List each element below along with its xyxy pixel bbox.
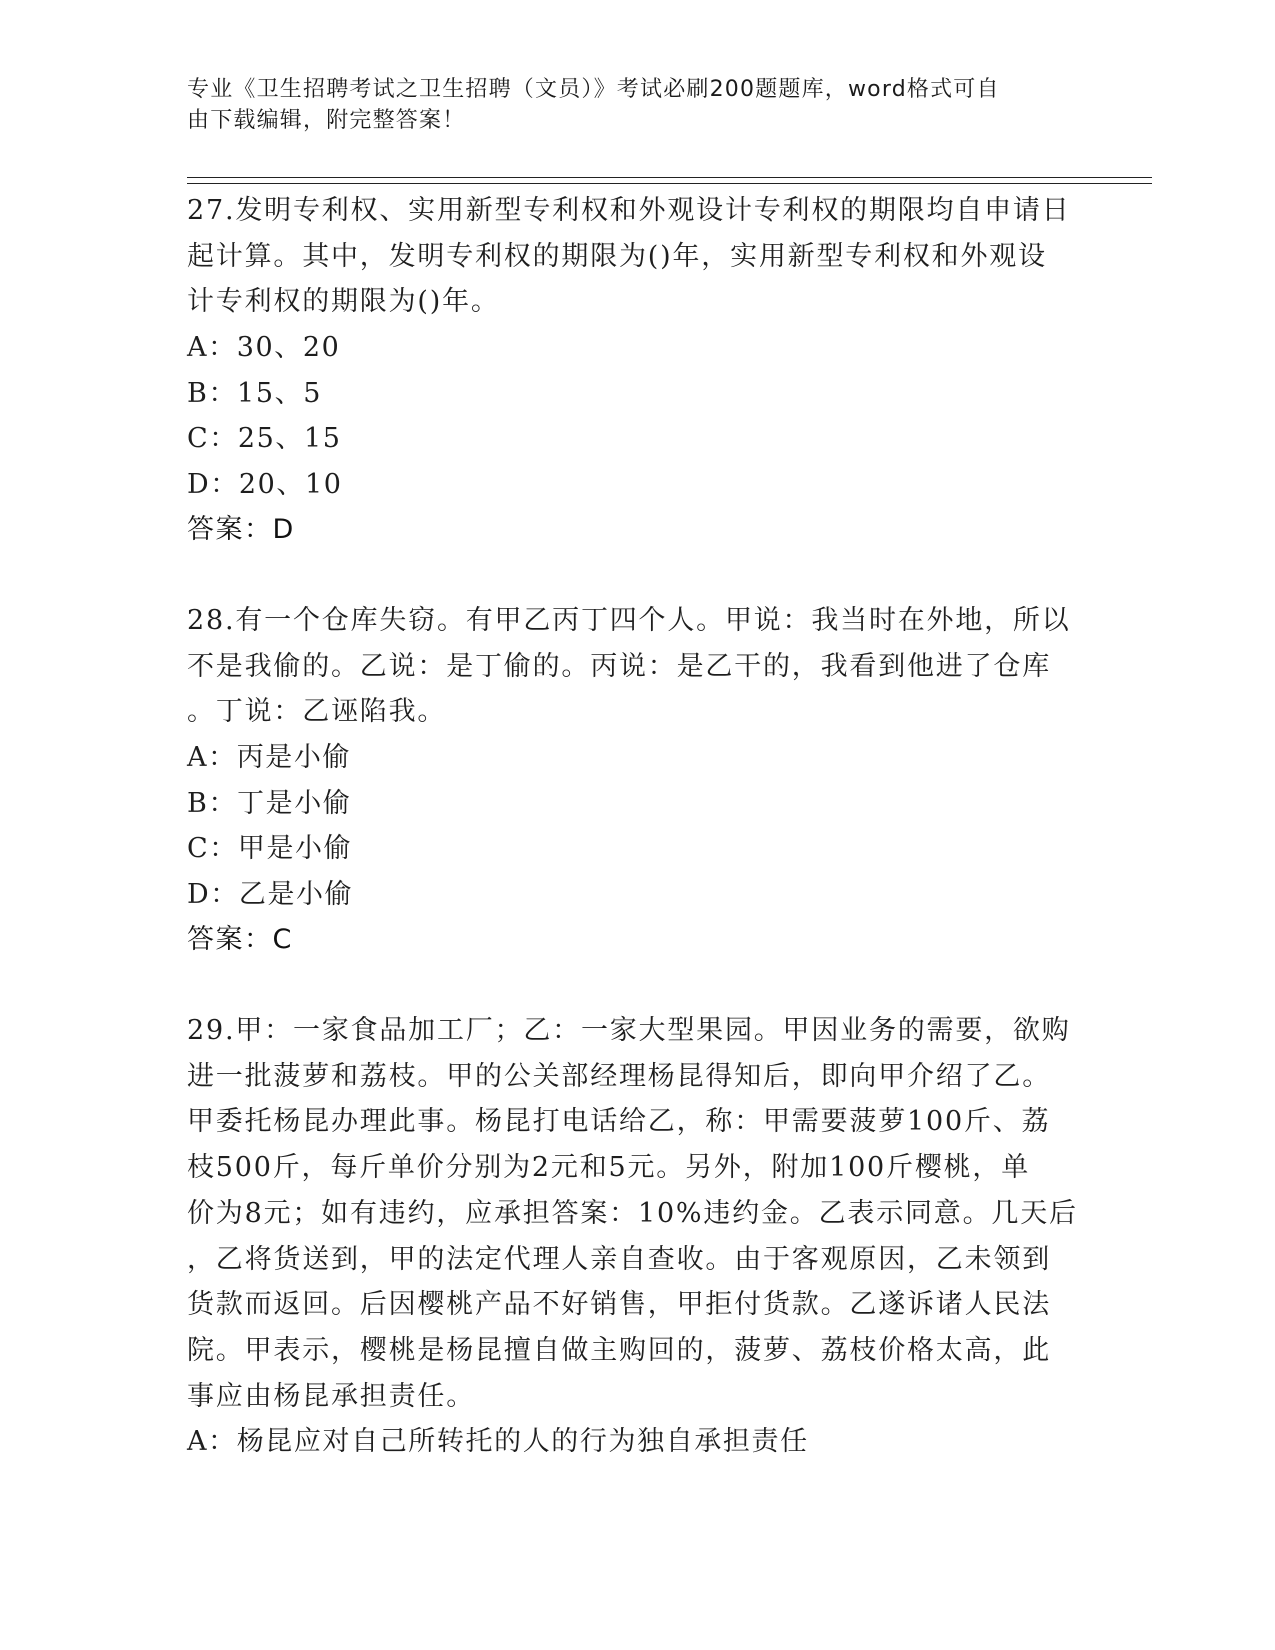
- question-line: 事应由杨昆承担责任。: [187, 1380, 475, 1412]
- option-c: C：25、15: [187, 423, 342, 455]
- option-list: [187, 735, 1072, 917]
- question-line: 不是我偷的。乙说：是丁偷的。丙说：是乙干的，我看到他进了仓库: [187, 650, 1051, 682]
- option-d: D：乙是小偷: [187, 878, 354, 910]
- question-text: [187, 598, 1072, 735]
- option-a: A：30、20: [187, 332, 341, 364]
- question-line: 27.发明专利权、实用新型专利权和外观设计专利权的期限均自申请日: [187, 195, 1071, 226]
- header-divider-bottom: [187, 183, 1152, 184]
- option-a: A：杨昆应对自己所转托的人的行为独自承担责任: [187, 1426, 809, 1458]
- answer: 答案：C: [187, 924, 293, 956]
- question-line: 。丁说：乙诬陷我。: [187, 696, 447, 728]
- option-list: [187, 1419, 1072, 1465]
- header-line-1: 专业《卫生招聘考试之卫生招聘（文员）》考试必刷200题题库，word格式可自: [187, 77, 1000, 102]
- question-text: [187, 188, 1072, 325]
- question-line: 院。甲表示，樱桃是杨昆擅自做主购回的，菠萝、荔枝价格太高，此: [187, 1334, 1051, 1366]
- question-line: 计专利权的期限为()年。: [187, 286, 500, 318]
- option-d: D：20、10: [187, 468, 343, 500]
- question-28: [187, 598, 1072, 962]
- question-27: [187, 188, 1072, 552]
- answer: 答案：D: [187, 514, 295, 546]
- option-c: C：甲是小偷: [187, 833, 353, 865]
- option-a: A：丙是小偷: [187, 742, 352, 774]
- document-header: [187, 74, 1067, 136]
- question-text: [187, 1008, 1078, 1419]
- question-29: [187, 1008, 1078, 1465]
- question-line: 28.有一个仓库失窃。有甲乙丙丁四个人。甲说：我当时在外地，所以: [187, 605, 1071, 636]
- question-line: 枝500斤，每斤单价分别为2元和5元。另外，附加100斤樱桃，单: [187, 1152, 1031, 1184]
- header-line-2: 由下载编辑，附完整答案！: [187, 108, 466, 133]
- question-line: 货款而返回。后因樱桃产品不好销售，甲拒付货款。乙遂诉诸人民法: [187, 1289, 1051, 1321]
- question-line: 甲委托杨昆办理此事。杨昆打电话给乙，称：甲需要菠萝100斤、荔: [187, 1106, 1051, 1138]
- question-line: 价为8元；如有违约，应承担答案：10%违约金。乙表示同意。几天后: [187, 1197, 1078, 1229]
- question-line: 29.甲：一家食品加工厂；乙：一家大型果园。甲因业务的需要，欲购: [187, 1015, 1071, 1046]
- option-b: B：15、5: [187, 377, 322, 409]
- header-divider-top: [187, 177, 1152, 178]
- question-line: 起计算。其中，发明专利权的期限为()年，实用新型专利权和外观设: [187, 240, 1047, 272]
- question-line: 进一批菠萝和荔枝。甲的公关部经理杨昆得知后，即向甲介绍了乙。: [187, 1060, 1051, 1092]
- option-list: [187, 325, 1072, 507]
- question-line: ，乙将货送到，甲的法定代理人亲自查收。由于客观原因，乙未领到: [187, 1243, 1051, 1275]
- option-b: B：丁是小偷: [187, 787, 352, 819]
